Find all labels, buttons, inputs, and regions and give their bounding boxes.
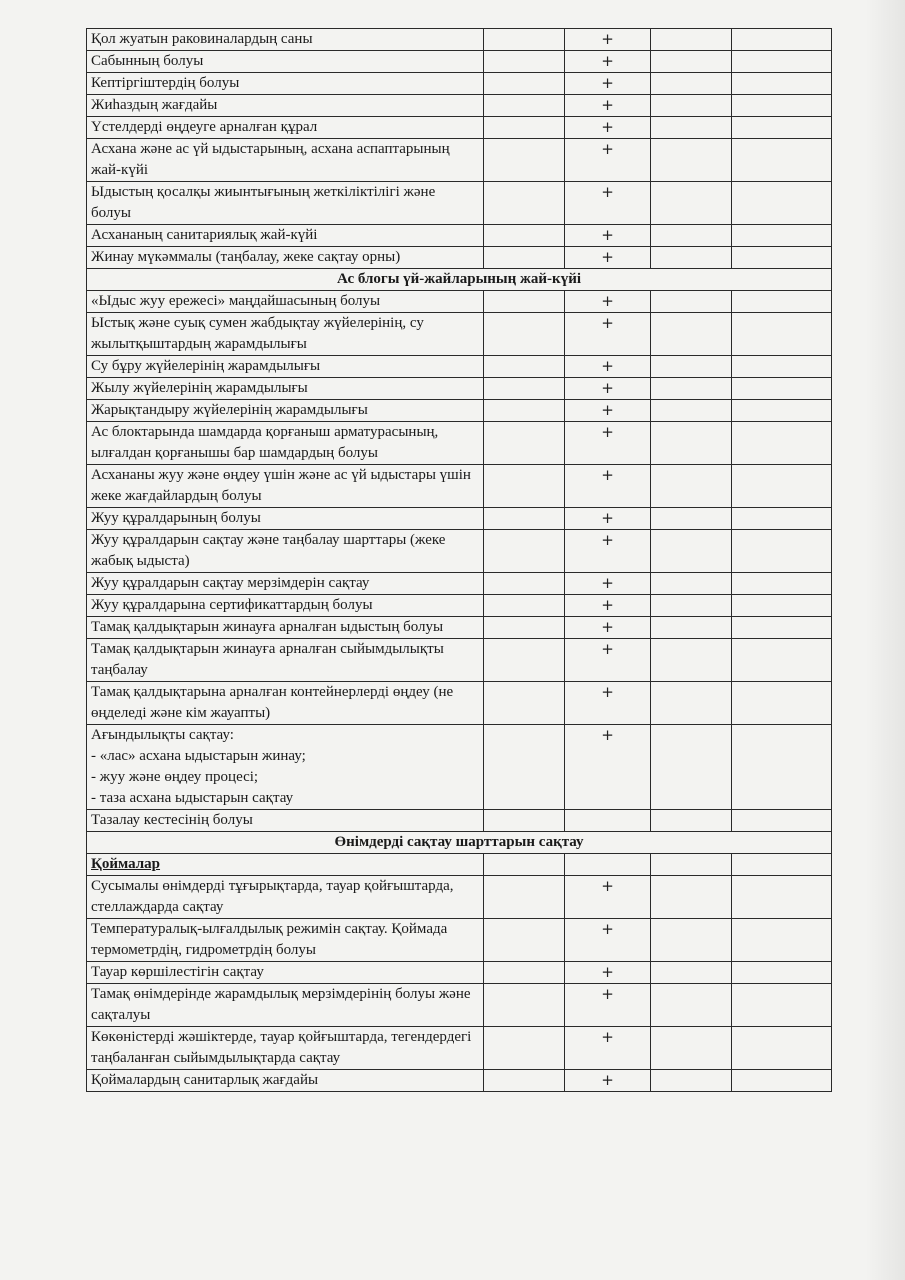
- empty-cell: [483, 1070, 564, 1092]
- empty-cell: [732, 876, 832, 919]
- empty-cell: [483, 962, 564, 984]
- checklist-row: [87, 962, 832, 984]
- criterion-label: Жиһаздың жағдайы: [87, 95, 484, 117]
- empty-cell: [483, 919, 564, 962]
- empty-cell: [650, 573, 731, 595]
- check-mark: +: [565, 682, 650, 725]
- empty-cell: [650, 400, 731, 422]
- check-mark: +: [565, 400, 650, 422]
- checklist-row: [87, 29, 832, 51]
- empty-cell: [650, 313, 731, 356]
- empty-cell: [732, 573, 832, 595]
- checklist-row: [87, 95, 832, 117]
- empty-cell: [650, 225, 731, 247]
- check-mark: +: [565, 247, 650, 269]
- empty-cell: [650, 854, 731, 876]
- criterion-label: Асхананы жуу және өңдеу үшін және ас үй ыдыстары үшін жеке жағдайлардың болуы: [87, 465, 484, 508]
- checklist-row: [87, 313, 832, 356]
- check-mark: +: [565, 182, 650, 225]
- checklist-row: [87, 1070, 832, 1092]
- check-mark: +: [565, 1027, 650, 1070]
- criterion-label: Тамақ қалдықтарын жинауға арналған сыйымдылықты таңбалау: [87, 639, 484, 682]
- empty-cell: [483, 95, 564, 117]
- empty-cell: [483, 682, 564, 725]
- check-mark: +: [565, 595, 650, 617]
- empty-cell: [732, 291, 832, 313]
- empty-cell: [732, 725, 832, 810]
- empty-cell: [732, 595, 832, 617]
- empty-cell: [732, 465, 832, 508]
- criterion-label: Жылу жүйелерінің жарамдылығы: [87, 378, 484, 400]
- check-mark: +: [565, 313, 650, 356]
- checklist-row: [87, 508, 832, 530]
- empty-cell: [732, 617, 832, 639]
- empty-cell: [483, 29, 564, 51]
- empty-cell: [732, 225, 832, 247]
- criterion-label: Ағындылықты сақтау: - «лас» асхана ыдыстарын жинау; - жуу және өңдеу процесі; - таза асхана ыдыстарын сақтау: [87, 725, 484, 810]
- empty-cell: [650, 984, 731, 1027]
- checklist-row: [87, 573, 832, 595]
- criterion-label: Асхананың санитариялық жай-күйі: [87, 225, 484, 247]
- criterion-label: Асхана және ас үй ыдыстарының, асхана аспаптарының жай-күйі: [87, 139, 484, 182]
- criterion-label: Жуу құралдарын сақтау мерзімдерін сақтау: [87, 573, 484, 595]
- empty-cell: [732, 639, 832, 682]
- empty-cell: [650, 422, 731, 465]
- checklist-row: [87, 465, 832, 508]
- empty-cell: [732, 919, 832, 962]
- empty-cell: [483, 639, 564, 682]
- criterion-label: Жарықтандыру жүйелерінің жарамдылығы: [87, 400, 484, 422]
- criterion-label: Сусымалы өнімдерді тұғырықтарда, тауар қойғыштарда, стеллаждарда сақтау: [87, 876, 484, 919]
- empty-cell: [732, 117, 832, 139]
- check-mark: +: [565, 639, 650, 682]
- empty-cell: [732, 73, 832, 95]
- checklist-row: [87, 919, 832, 962]
- criterion-label: Жуу құралдарына сертификаттардың болуы: [87, 595, 484, 617]
- empty-cell: [650, 29, 731, 51]
- empty-cell: [732, 51, 832, 73]
- empty-cell: [732, 95, 832, 117]
- empty-cell: [483, 508, 564, 530]
- empty-cell: [483, 378, 564, 400]
- checklist-row: [87, 182, 832, 225]
- empty-cell: [650, 182, 731, 225]
- empty-cell: [650, 682, 731, 725]
- checklist-row: [87, 117, 832, 139]
- check-mark: +: [565, 95, 650, 117]
- empty-cell: [483, 617, 564, 639]
- empty-cell: [650, 356, 731, 378]
- check-mark: +: [565, 117, 650, 139]
- empty-cell: [483, 984, 564, 1027]
- empty-cell: [483, 725, 564, 810]
- checklist-row: [87, 422, 832, 465]
- criterion-label: Жуу құралдарының болуы: [87, 508, 484, 530]
- checklist-row: [87, 595, 832, 617]
- criterion-label: Жуу құралдарын сақтау және таңбалау шарттары (жеке жабық ыдыста): [87, 530, 484, 573]
- empty-cell: [732, 962, 832, 984]
- criterion-label: Жинау мүкәммалы (таңбалау, жеке сақтау орны): [87, 247, 484, 269]
- empty-cell: [483, 51, 564, 73]
- empty-cell: [650, 508, 731, 530]
- empty-cell: [650, 876, 731, 919]
- check-mark: +: [565, 422, 650, 465]
- checklist-row: [87, 139, 832, 182]
- checklist-row: [87, 225, 832, 247]
- empty-cell: [732, 313, 832, 356]
- checklist-row: [87, 51, 832, 73]
- empty-cell: [650, 291, 731, 313]
- check-mark: +: [565, 378, 650, 400]
- subsection-row: [87, 854, 832, 876]
- empty-cell: [732, 29, 832, 51]
- section-header-row: [87, 832, 832, 854]
- empty-cell: [650, 73, 731, 95]
- criterion-label: Ыдыстың қосалқы жиынтығының жеткіліктілігі және болуы: [87, 182, 484, 225]
- criterion-label: Үстелдерді өңдеуге арналған құрал: [87, 117, 484, 139]
- empty-cell: [483, 400, 564, 422]
- check-mark: +: [565, 73, 650, 95]
- empty-cell: [732, 139, 832, 182]
- empty-cell: [732, 422, 832, 465]
- checklist-row: [87, 682, 832, 725]
- checklist-body: [87, 29, 832, 1092]
- checklist-row: [87, 400, 832, 422]
- empty-cell: [565, 854, 650, 876]
- empty-cell: [732, 182, 832, 225]
- criterion-label: Тауар көршілестігін сақтау: [87, 962, 484, 984]
- empty-cell: [732, 1070, 832, 1092]
- empty-cell: [650, 465, 731, 508]
- empty-cell: [483, 1027, 564, 1070]
- empty-cell: [650, 919, 731, 962]
- page-edge-shadow: [865, 0, 905, 1280]
- check-mark: +: [565, 725, 650, 810]
- criterion-label: Тамақ қалдықтарын жинауға арналған ыдыстың болуы: [87, 617, 484, 639]
- check-mark: +: [565, 139, 650, 182]
- check-mark: +: [565, 291, 650, 313]
- empty-cell: [650, 95, 731, 117]
- empty-cell: [483, 117, 564, 139]
- empty-cell: [650, 595, 731, 617]
- check-mark: +: [565, 530, 650, 573]
- empty-cell: [650, 1070, 731, 1092]
- empty-cell: [732, 247, 832, 269]
- check-mark: +: [565, 29, 650, 51]
- checklist-row: [87, 984, 832, 1027]
- criterion-label: Ыстық және суық сумен жабдықтау жүйелерінің, су жылытқыштардың жарамдылығы: [87, 313, 484, 356]
- criterion-label: Ас блоктарында шамдарда қорғаныш арматурасының, ылғалдан қорғанышы бар шамдардың болуы: [87, 422, 484, 465]
- empty-cell: [732, 356, 832, 378]
- empty-cell: [483, 530, 564, 573]
- check-mark: [565, 810, 650, 832]
- check-mark: +: [565, 984, 650, 1027]
- check-mark: +: [565, 876, 650, 919]
- empty-cell: [732, 854, 832, 876]
- empty-cell: [650, 962, 731, 984]
- empty-cell: [483, 73, 564, 95]
- checklist-row: [87, 876, 832, 919]
- check-mark: +: [565, 919, 650, 962]
- empty-cell: [483, 573, 564, 595]
- empty-cell: [732, 508, 832, 530]
- check-mark: +: [565, 465, 650, 508]
- empty-cell: [732, 378, 832, 400]
- empty-cell: [483, 291, 564, 313]
- empty-cell: [650, 117, 731, 139]
- empty-cell: [483, 810, 564, 832]
- empty-cell: [732, 682, 832, 725]
- criterion-label: Температуралық-ылғалдылық режимін сақтау. Қоймада термометрдің, гидрометрдің болуы: [87, 919, 484, 962]
- check-mark: +: [565, 356, 650, 378]
- check-mark: +: [565, 962, 650, 984]
- empty-cell: [650, 639, 731, 682]
- checklist-row: [87, 378, 832, 400]
- empty-cell: [483, 422, 564, 465]
- check-mark: +: [565, 617, 650, 639]
- checklist-row: [87, 617, 832, 639]
- empty-cell: [483, 356, 564, 378]
- empty-cell: [483, 247, 564, 269]
- empty-cell: [483, 182, 564, 225]
- empty-cell: [483, 595, 564, 617]
- empty-cell: [650, 139, 731, 182]
- empty-cell: [732, 530, 832, 573]
- section-title: Өнімдерді сақтау шарттарын сақтау: [87, 832, 832, 854]
- checklist-row: [87, 810, 832, 832]
- checklist-row: [87, 639, 832, 682]
- empty-cell: [650, 530, 731, 573]
- criterion-label: Тазалау кестесінің болуы: [87, 810, 484, 832]
- empty-cell: [650, 810, 731, 832]
- check-mark: +: [565, 573, 650, 595]
- empty-cell: [650, 51, 731, 73]
- empty-cell: [732, 1027, 832, 1070]
- checklist-row: [87, 725, 832, 810]
- criterion-label: Қоймалардың санитарлық жағдайы: [87, 1070, 484, 1092]
- empty-cell: [732, 984, 832, 1027]
- criterion-label: Көкөністерді жәшіктерде, тауар қойғыштарда, тегендердегі таңбаланған сыйымдылықтарда сақтау: [87, 1027, 484, 1070]
- criterion-label: Тамақ өнімдерінде жарамдылық мерзімдерінің болуы және сақталуы: [87, 984, 484, 1027]
- empty-cell: [483, 313, 564, 356]
- empty-cell: [650, 378, 731, 400]
- section-header-row: [87, 269, 832, 291]
- criterion-label: Қол жуатын раковиналардың саны: [87, 29, 484, 51]
- checklist-table: [86, 28, 832, 1092]
- criterion-label: «Ыдыс жуу ережесі» маңдайшасының болуы: [87, 291, 484, 313]
- empty-cell: [732, 810, 832, 832]
- checklist-row: [87, 73, 832, 95]
- empty-cell: [650, 247, 731, 269]
- section-title: Ас блогы үй-жайларының жай-күйі: [87, 269, 832, 291]
- check-mark: +: [565, 51, 650, 73]
- checklist-row: [87, 530, 832, 573]
- checklist-row: [87, 356, 832, 378]
- check-mark: +: [565, 508, 650, 530]
- empty-cell: [483, 854, 564, 876]
- criterion-label: Кептіргіштердің болуы: [87, 73, 484, 95]
- empty-cell: [483, 225, 564, 247]
- empty-cell: [650, 725, 731, 810]
- empty-cell: [650, 617, 731, 639]
- empty-cell: [483, 465, 564, 508]
- subsection-title: Қоймалар: [87, 854, 484, 876]
- criterion-label: Тамақ қалдықтарына арналған контейнерлерді өңдеу (не өңделеді және кім жауапты): [87, 682, 484, 725]
- checklist-row: [87, 247, 832, 269]
- empty-cell: [483, 876, 564, 919]
- check-mark: +: [565, 225, 650, 247]
- criterion-label: Сабынның болуы: [87, 51, 484, 73]
- check-mark: +: [565, 1070, 650, 1092]
- checklist-row: [87, 1027, 832, 1070]
- empty-cell: [732, 400, 832, 422]
- checklist-row: [87, 291, 832, 313]
- empty-cell: [650, 1027, 731, 1070]
- criterion-label: Су бұру жүйелерінің жарамдылығы: [87, 356, 484, 378]
- empty-cell: [483, 139, 564, 182]
